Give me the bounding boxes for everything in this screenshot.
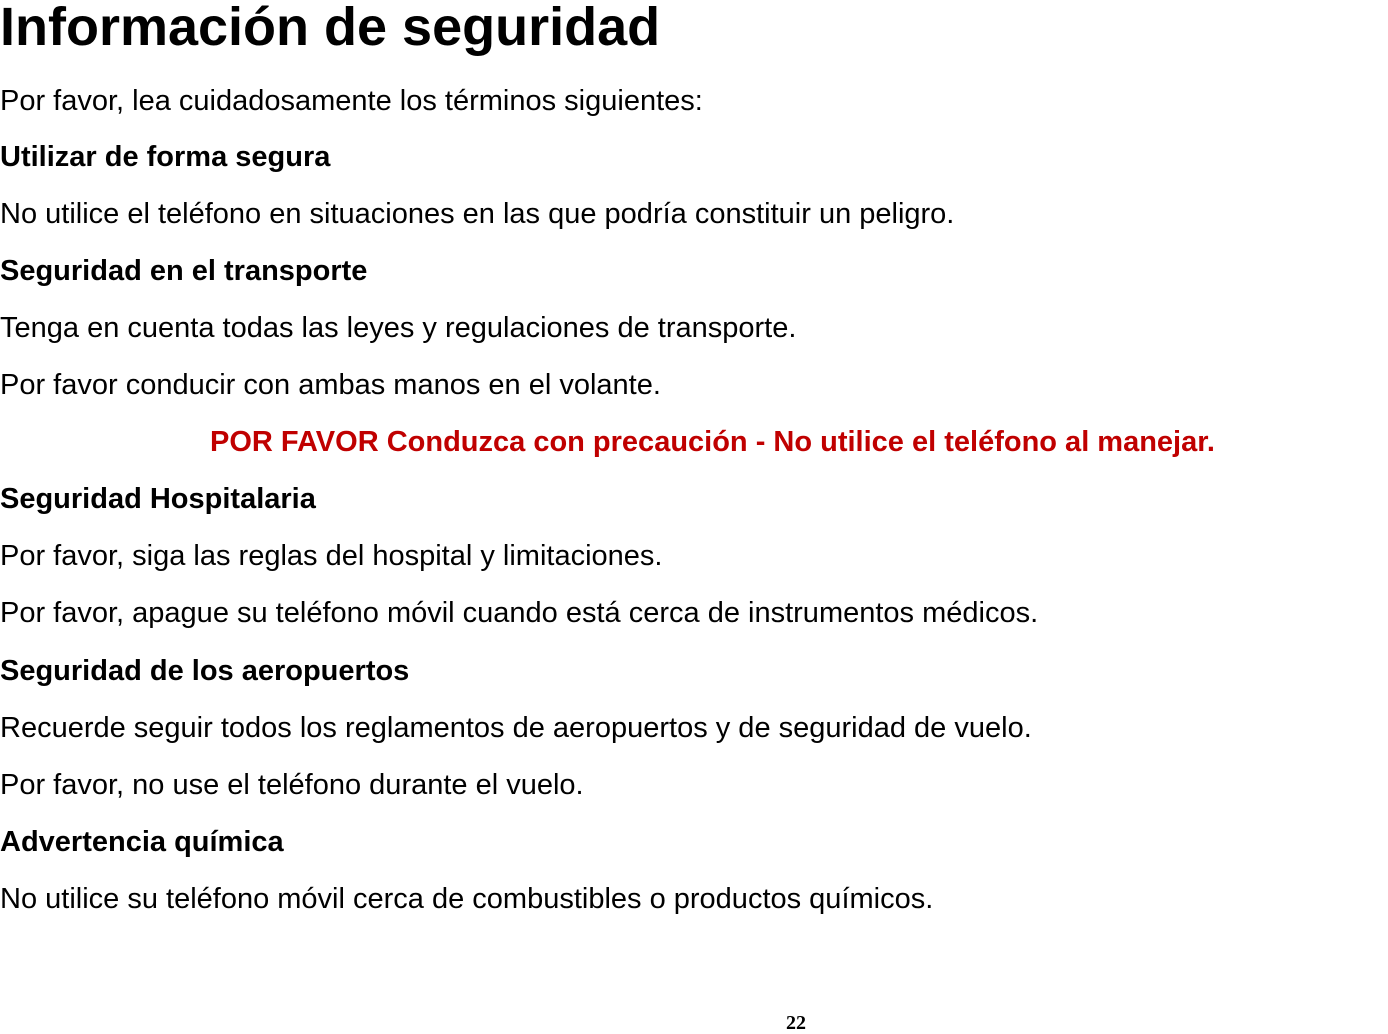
section-heading-hospital: Seguridad Hospitalaria bbox=[0, 483, 316, 515]
transport-line: Tenga en cuenta todas las leyes y regulaciones de transporte. bbox=[0, 312, 797, 344]
hospital-line: Por favor, apague su teléfono móvil cuando está cerca de instrumentos médicos. bbox=[0, 597, 1039, 629]
chemical-line: No utilice su teléfono móvil cerca de combustibles o productos químicos. bbox=[0, 883, 934, 915]
page-title: Información de seguridad bbox=[0, 0, 661, 57]
driving-warning: POR FAVOR Conduzca con precaución - No utilice el teléfono al manejar. bbox=[210, 426, 1215, 458]
section-heading-transport: Seguridad en el transporte bbox=[0, 255, 368, 287]
section-heading-safe-use: Utilizar de forma segura bbox=[0, 141, 331, 173]
page-number: 22 bbox=[786, 1012, 806, 1034]
safe-use-line: No utilice el teléfono en situaciones en las que podría constituir un peligro. bbox=[0, 198, 955, 230]
intro-text: Por favor, lea cuidadosamente los términos siguientes: bbox=[0, 85, 703, 117]
section-heading-chemical: Advertencia química bbox=[0, 826, 284, 858]
airport-line: Por favor, no use el teléfono durante el vuelo. bbox=[0, 769, 584, 801]
hospital-line: Por favor, siga las reglas del hospital y limitaciones. bbox=[0, 540, 663, 572]
section-heading-airport: Seguridad de los aeropuertos bbox=[0, 655, 410, 687]
transport-line: Por favor conducir con ambas manos en el volante. bbox=[0, 369, 661, 401]
airport-line: Recuerde seguir todos los reglamentos de aeropuertos y de seguridad de vuelo. bbox=[0, 712, 1032, 744]
